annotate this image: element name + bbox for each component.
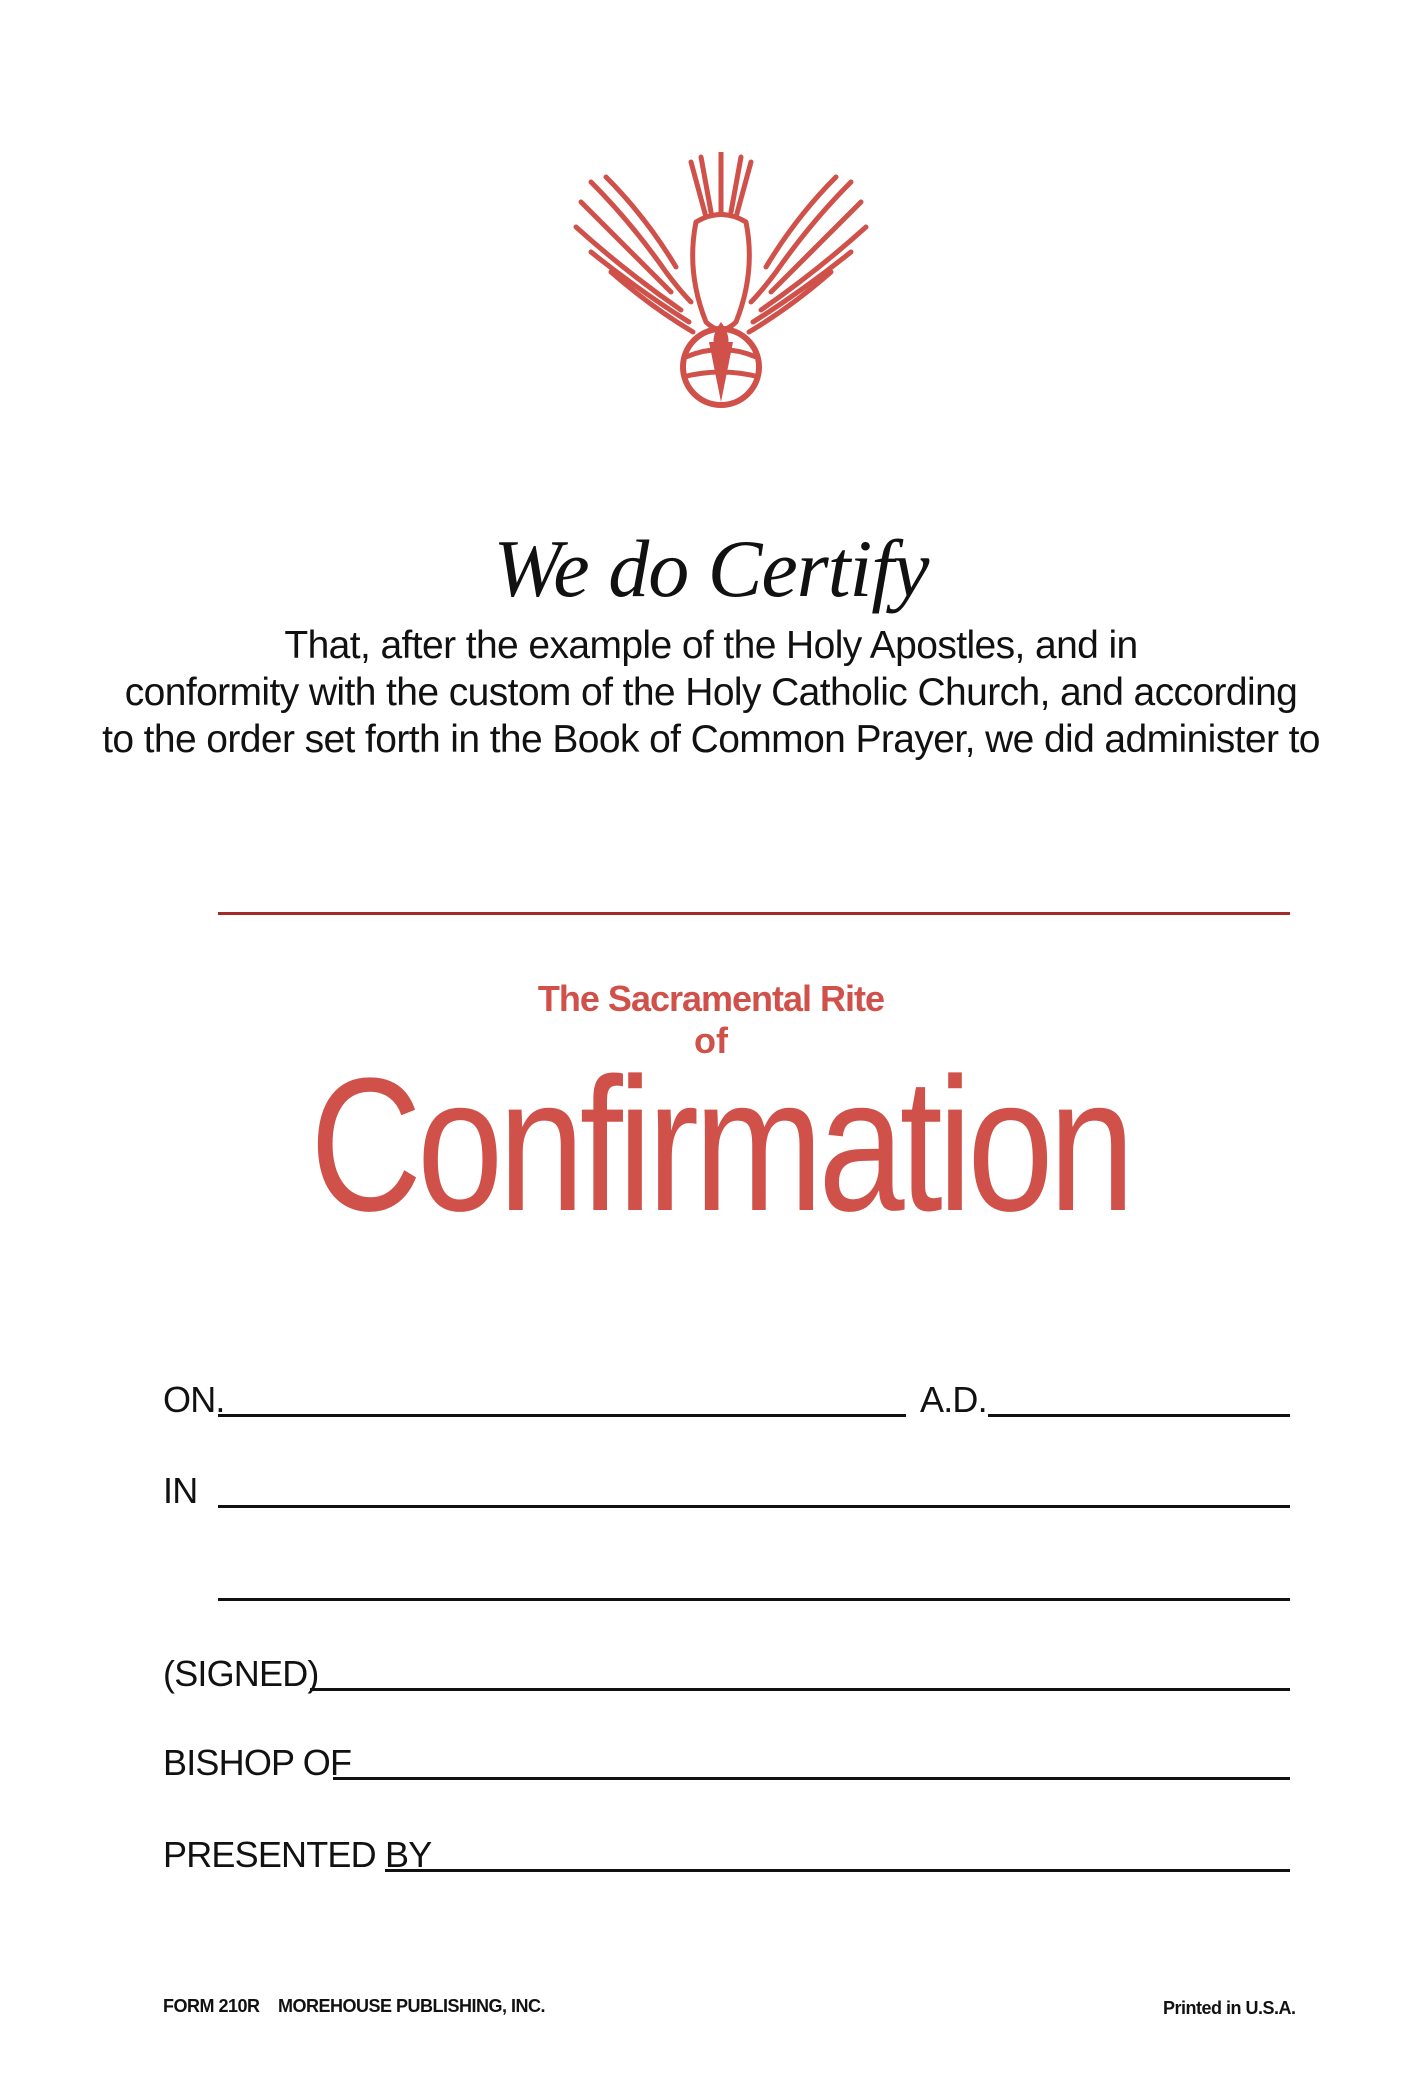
publisher-name: MOREHOUSE PUBLISHING, INC. <box>278 1996 546 2016</box>
certification-text <box>100 622 1322 763</box>
presented-label: PRESENTED BY <box>163 1834 432 1875</box>
year-field[interactable] <box>988 1414 1290 1417</box>
intro-line: to the order set forth in the Book of Common Prayer, we did administer to <box>102 718 1320 761</box>
bishop-label: BISHOP OF <box>163 1742 352 1783</box>
ad-label: A.D. <box>920 1379 987 1420</box>
printed-in: Printed in U.S.A. <box>1163 1998 1296 2018</box>
on-label: ON. <box>163 1379 225 1420</box>
signature-field[interactable] <box>310 1688 1290 1691</box>
form-number: FORM 210R <box>163 1996 260 2016</box>
certify-heading: We do Certify <box>493 523 929 614</box>
dove-icon <box>571 152 871 412</box>
signed-label: (SIGNED) <box>163 1653 319 1694</box>
in-label: IN <box>163 1470 198 1511</box>
place-field-line-2[interactable] <box>218 1598 1290 1601</box>
diocese-field[interactable] <box>333 1777 1290 1780</box>
confirmation-wordmark <box>300 1020 1140 1280</box>
confirmation-title: Confirmation <box>310 1039 1130 1251</box>
intro-line: That, after the example of the Holy Apostles, and in <box>284 624 1138 667</box>
rite-title: The Sacramental Rite <box>537 978 885 1019</box>
rite-of: of <box>694 1020 728 1061</box>
presenter-field[interactable] <box>385 1869 1290 1872</box>
recipient-name-field[interactable] <box>218 912 1290 915</box>
date-field[interactable] <box>218 1414 906 1417</box>
place-field[interactable] <box>218 1505 1290 1508</box>
intro-line: conformity with the custom of the Holy Catholic Church, and according <box>124 671 1298 714</box>
